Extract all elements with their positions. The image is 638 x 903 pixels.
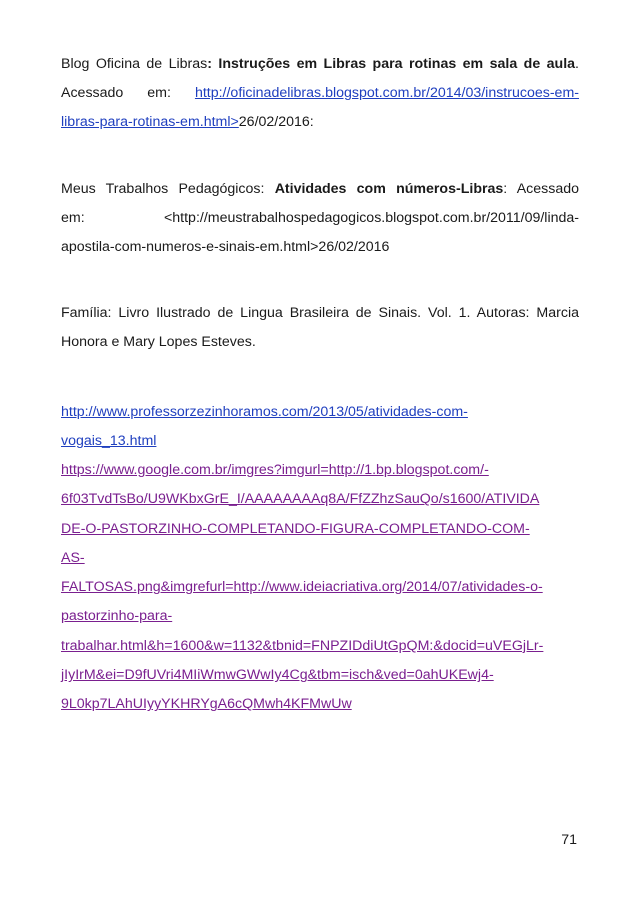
- reference-meus-trabalhos: [61, 175, 579, 262]
- ref4-url-link-cont[interactable]: vogais_13.html: [61, 433, 157, 449]
- ref5-url-line-4[interactable]: AS-: [61, 549, 85, 566]
- ref5-url-line-6[interactable]: pastorzinho-para-: [61, 608, 173, 625]
- reference-professor-zezinho: [61, 398, 579, 456]
- ref5-url-line-1[interactable]: https://www.google.com.br/imgres?imgurl=http://1.bp.blogspot.com/-: [61, 462, 489, 478]
- ref1-line2: [61, 79, 579, 108]
- ref1-url-link[interactable]: http://oficinadelibras.blogspot.com.br/2014/03/instrucoes-em-: [194, 85, 579, 101]
- ref2-url: <http://meustrabalhospedagogicos.blogspot.com.br/2011/09/linda-: [164, 210, 579, 226]
- reference-familia-livro: [61, 299, 579, 357]
- ref2-line2: [61, 204, 579, 233]
- ref4-url-link[interactable]: http://www.professorzezinhoramos.com/2013/05/atividades-com-: [61, 404, 468, 420]
- ref5-url-line-2[interactable]: 6f03TvdTsBo/U9WKbxGrE_I/AAAAAAAAq8A/FfZZhzSauQo/s1600/ATIVIDA: [61, 491, 540, 508]
- ref2-title: Atividades com números-Libras: [274, 181, 504, 197]
- page-number: 71: [561, 832, 577, 848]
- ref2-source: Meus Trabalhos Pedagógicos:: [61, 181, 275, 197]
- ref5-url-line-3[interactable]: DE-O-PASTORZINHO-COMPLETANDO-FIGURA-COMPLETANDO-COM-: [61, 520, 530, 537]
- ref2-em: em:: [61, 210, 85, 226]
- ref5-url-line-9[interactable]: 9L0kp7LAhUIyyYKHRYgA6cQMwh4KFMwUw: [61, 696, 352, 713]
- ref2-access-label: : Acessado: [503, 181, 579, 197]
- ref5-url-line-8[interactable]: jIyIrM&ei=D9fUVri4MIiWmwGWwIy4Cg&tbm=isch&ved=0ahUKEwj4-: [61, 667, 494, 684]
- ref5-url-line-7[interactable]: trabalhar.html&h=1600&w=1132&tbnid=FNPZIDdiUtGpQM:&docid=uVEGjLr-: [61, 637, 544, 654]
- reference-google-images: [61, 456, 579, 720]
- ref1-title: : Instruções em Libras para rotinas em sala de aula: [207, 56, 576, 72]
- ref1-date: 26/02/2016:: [238, 114, 314, 130]
- ref1-period: .: [575, 56, 579, 72]
- ref1-source: Blog Oficina de Libras: [61, 56, 208, 72]
- ref3-line2: Honora e Mary Lopes Esteves.: [61, 334, 256, 350]
- ref1-line1: [61, 50, 579, 79]
- ref2-line3: apostila-com-numeros-e-sinais-em.html>26/02/2016: [61, 239, 390, 255]
- ref1-line3: [61, 108, 579, 137]
- ref1-access-label: Acessado em:: [61, 85, 195, 101]
- ref2-line1: [61, 175, 579, 204]
- reference-oficina-libras: [61, 50, 579, 137]
- ref3-line1: Família: Livro Ilustrado de Lingua Brasileira de Sinais. Vol. 1. Autoras: Marcia: [61, 305, 579, 321]
- ref5-url-line-5[interactable]: FALTOSAS.png&imgrefurl=http://www.ideiacriativa.org/2014/07/atividades-o-: [61, 579, 543, 596]
- ref1-url-link-cont[interactable]: libras-para-rotinas-em.html>: [61, 114, 239, 130]
